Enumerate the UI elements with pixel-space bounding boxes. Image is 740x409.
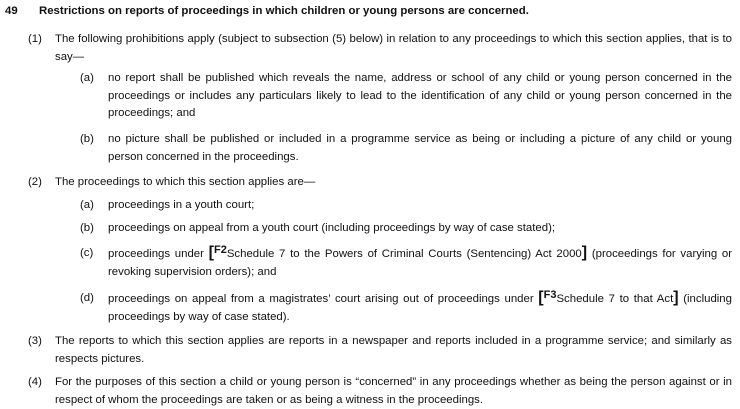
paragraph-number: (d) bbox=[80, 292, 94, 304]
subsection-text: The following prohibitions apply (subject to subsection (5) below) in relation to any proceedings to which this section applies, that is to say— bbox=[55, 33, 732, 63]
amendment-ref-link[interactable]: F2 bbox=[213, 244, 227, 256]
paragraph-text bbox=[108, 290, 732, 326]
subsection-number: (2) bbox=[28, 176, 42, 188]
paragraph-text bbox=[108, 245, 732, 281]
amendment-open-bracket: [ bbox=[208, 244, 214, 261]
paragraph-text: proceedings in a youth court; bbox=[108, 199, 255, 211]
paragraph-number: (a) bbox=[80, 72, 94, 84]
subsection-text: The reports to which this section applies are reports in a newspaper and reports included in a programme service; and similarly as respects pictures. bbox=[55, 335, 732, 365]
section-heading bbox=[5, 3, 529, 21]
paragraph-text: proceedings on appeal from a youth court (including proceedings by way of case stated); bbox=[108, 222, 556, 234]
section-number: 49 bbox=[5, 5, 18, 17]
paragraph-number: (b) bbox=[80, 222, 94, 234]
paragraph-text-before: proceedings on appeal from a magistrates’ court arising out of proceedings under bbox=[108, 293, 534, 305]
paragraph-text-after: (proceedings for varying or revoking supervision orders); and bbox=[108, 248, 733, 278]
paragraph-text-before: proceedings under bbox=[108, 248, 204, 260]
amended-text: Schedule 7 to that Act bbox=[556, 293, 674, 305]
subsection-number: (3) bbox=[28, 335, 42, 347]
paragraph-text: no picture shall be published or included in a programme service as being or including a picture of any child or young person concerned in the proceedings. bbox=[108, 133, 732, 163]
subsection-number: (1) bbox=[28, 33, 42, 45]
amendment-close-bracket: ] bbox=[673, 289, 679, 306]
paragraph-text: no report shall be published which reveals the name, address or school of any child or young person concerned in the proceedings or includes any particulars likely to lead to the identification of any child or young person concerned in the proceedings; and bbox=[108, 72, 732, 119]
subsection-text: For the purposes of this section a child or young person is “concerned” in any proceedings whether as being the person against or in respect of whom the proceedings are taken or as being a witness in the proceedings. bbox=[55, 376, 732, 406]
subsection-text: The proceedings to which this section applies are— bbox=[55, 176, 316, 188]
subsection-number: (4) bbox=[28, 376, 42, 388]
amended-text: Schedule 7 to the Powers of Criminal Courts (Sentencing) Act 2000 bbox=[226, 248, 582, 260]
amendment-open-bracket: [ bbox=[538, 289, 544, 306]
section-title: Restrictions on reports of proceedings in which children or young persons are concerned. bbox=[39, 5, 529, 17]
paragraph-number: (b) bbox=[80, 133, 94, 145]
amendment-close-bracket: ] bbox=[581, 244, 588, 261]
amendment-ref-link[interactable]: F3 bbox=[543, 289, 557, 301]
paragraph-number: (c) bbox=[80, 247, 94, 259]
paragraph-text-after: (including proceedings by way of case stated). bbox=[108, 293, 732, 323]
paragraph-number: (a) bbox=[80, 199, 94, 211]
